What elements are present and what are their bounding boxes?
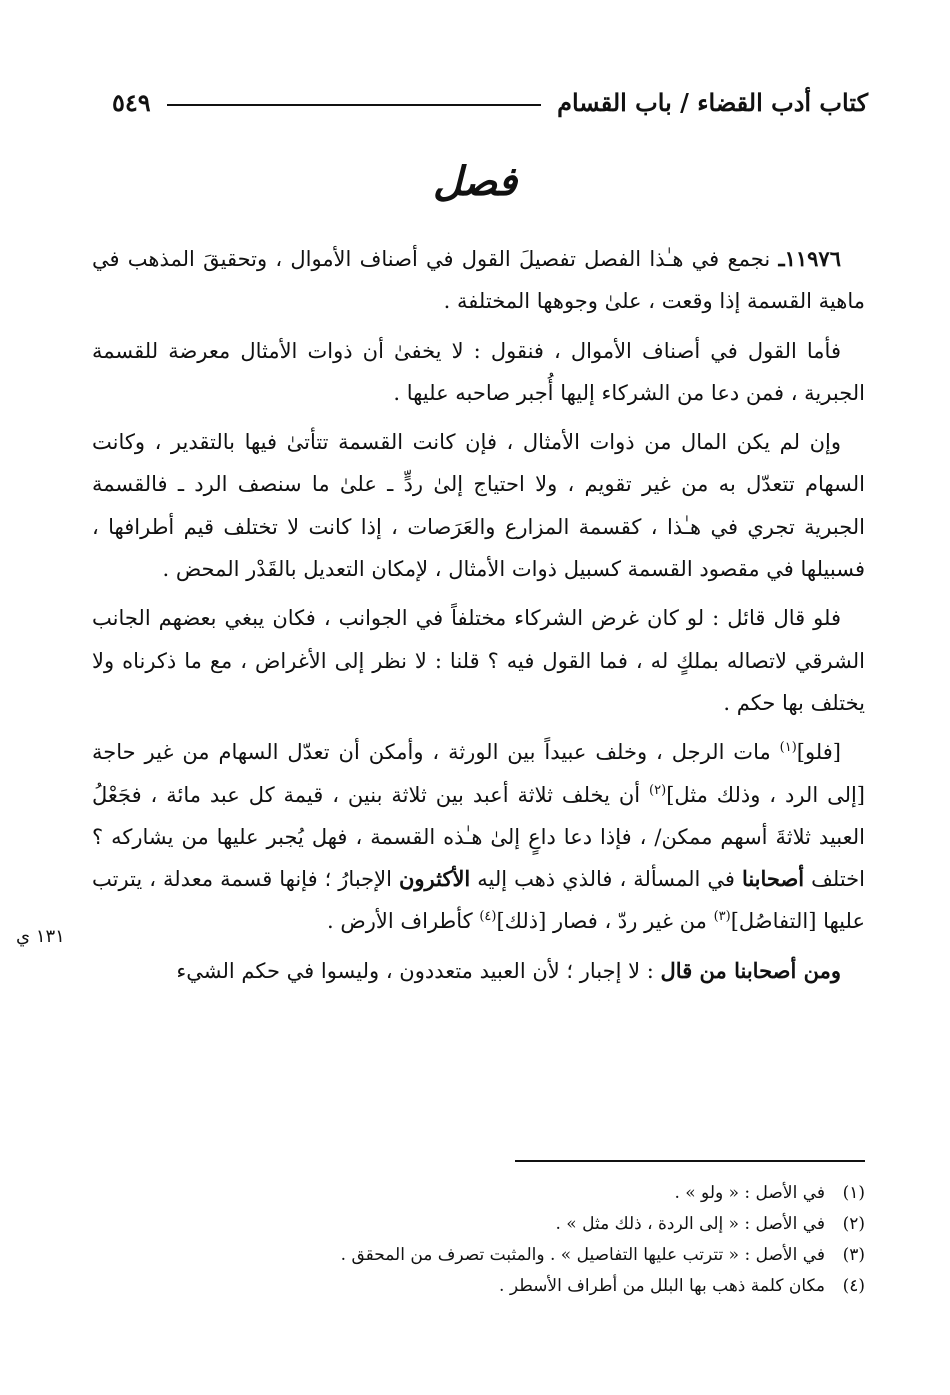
footnotes [92,1178,865,1302]
p5-b: مات الرجل ، وخلف عبيداً بين الورثة ، وأمكن أن تعدّل السهام من غير حاجة [إلى الرد ، وذلك مثل] [92,740,866,807]
p6-b: : لا إجبار ؛ لأن العبيد متعددون ، وليسوا في حكم الشيء [176,958,661,983]
footnote-rule [515,1160,865,1162]
footnote-text: في الأصل : « إلى الردة ، ذلك مثل » . [555,1214,825,1234]
footnote-text: في الأصل : « تترتب عليها التفاصيل » . والمثبت تصرف من المحقق . [340,1245,825,1265]
footnote-1 [92,1178,865,1209]
p5-bold-ashabuna: أصحابنا [741,866,805,892]
footnote-number: (٣) [842,1245,865,1265]
p5-h: من غير ردّ ، فصار [ذلك] [496,909,714,934]
p6-bold-lead: ومن أصحابنا من قال [660,957,841,983]
paragraph-1 [92,238,865,323]
footnote-number: (٤) [842,1276,865,1296]
paragraph-1-text: نجمع في هـٰذا الفصل تفصيلَ القول في أصناف الأموال ، وتحقيقَ المذهب في ماهية القسمة إذا وقعت ، علىٰ وجوهها المختلفة . [92,247,865,314]
footnote-ref-3: (٣) [713,909,731,925]
footnote-ref-4: (٤) [479,909,497,925]
paragraph-5 [92,731,865,942]
p5-c: أن يخلف ثلاثة أعبد بين ثلاثة بنين ، قيمة كل عبد مائة ، فجَعْلُ العبيد ثلاثةَ أسهم ممكن/ ، فإذا دعا داعٍ إلىٰ هـٰذه القسمة ، فهل يُجبر عليها من يشاركه ؟ اختلف [92,782,865,892]
footnote-3 [92,1240,865,1271]
paragraph-4: فلو قال قائل : لو كان غرض الشركاء مختلفاً في الجوانب ، فكان يبغي بعضهم الجانب الشرقي لاتصاله بملكٍ له ، فما القول فيه ؟ قلنا : لا نظر إلى الأغراض ، مع ما ذكرناه ولا يختلف بها حكم . [92,606,865,715]
footnote-4 [92,1271,865,1302]
footnote-text: مكان كلمة ذهب بها البلل من أطراف الأسطر . [499,1276,825,1296]
issue-number: ١١٩٧٦ـ [778,246,841,271]
p5-e: في المسألة ، فالذي ذهب إليه [470,867,742,892]
section-heading: فصل [432,158,518,205]
p5-i: كأطراف الأرض . [326,909,480,934]
footnote-2 [92,1209,865,1240]
main-text [92,238,865,999]
footnote-number: (١) [842,1183,865,1203]
footnote-text: في الأصل : « ولو » . [674,1183,825,1203]
paragraph-2: فأما القول في أصناف الأموال ، فنقول : لا يخفىٰ أن ذوات الأمثال معرضة للقسمة الجبرية ، فمن دعا من الشركاء إليها أُجبر صاحبه عليها . [92,338,865,405]
p5-bold-akthariyyun: الأكثرون [398,866,471,892]
footnote-ref-1: (١) [779,740,797,756]
p5-a: [فلو] [796,740,841,765]
running-header [112,82,868,122]
header-rule [167,104,541,106]
footnote-number: (٢) [842,1214,865,1234]
page-number: ٥٤٩ [112,87,151,117]
p5-g: الإجبارُ ؛ فإنها قسمة معدلة ، يترتب عليها [التفاصُل] [92,867,865,934]
book-chapter-title: كتاب أدب القضاء / باب القسام [557,87,868,117]
footnote-ref-2: (٢) [649,782,667,798]
paragraph-6 [92,950,865,992]
manuscript-folio-note: ١٣١ ي [16,926,65,947]
paragraph-3: وإن لم يكن المال من ذوات الأمثال ، فإن كانت القسمة تتأتىٰ فيها بالتقدير ، وكانت السهام تتعدّل به من غير تقويم ، ولا احتياج إلىٰ ردٍّ ـ علىٰ ما سنصف الرد ـ فالقسمة الجبرية تجري في هـٰذا ، كقسمة المزارع والعَرَصات ، إذا كانت لا تختلف قيم أطرافها ، فسبيلها في مقصود القسمة كسبيل ذوات الأمثال ، لإمكان التعديل بالقَدْر المحض . [92,430,865,582]
